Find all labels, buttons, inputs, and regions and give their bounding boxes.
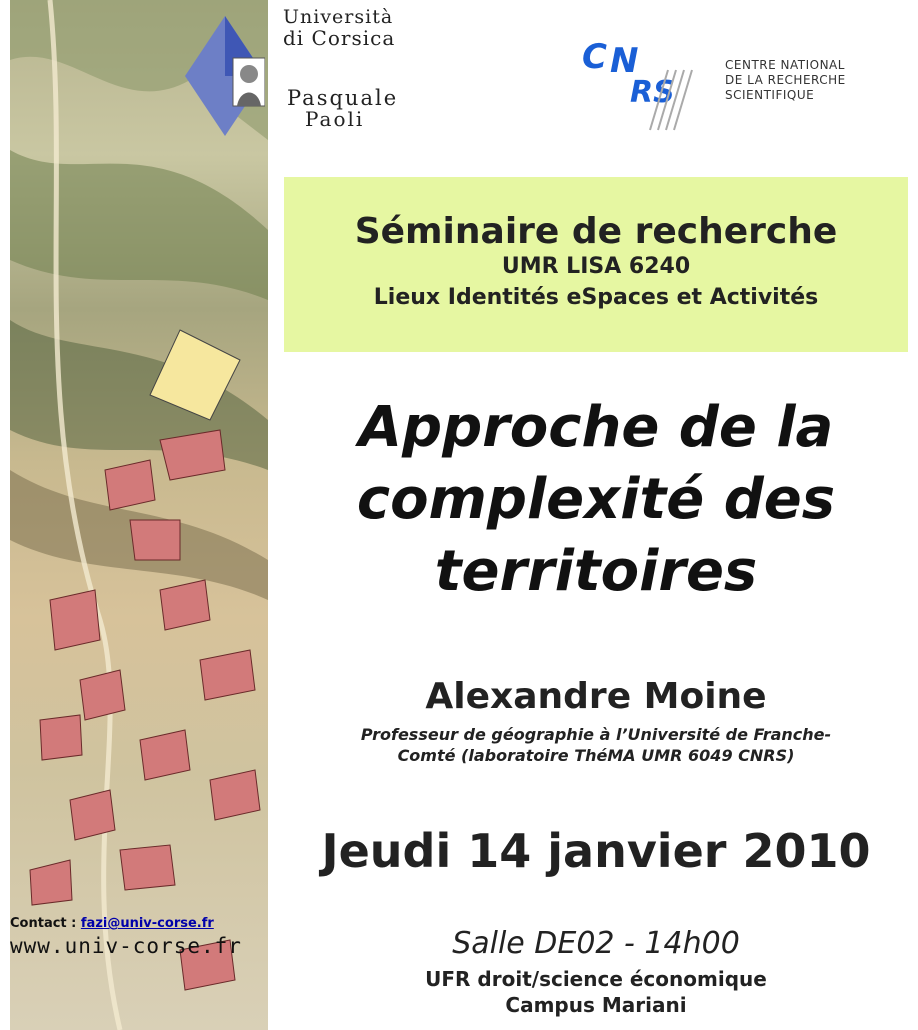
seminar-unit: UMR LISA 6240 [501,254,691,279]
seminar-unit-name: Lieux Identités eSpaces et Activités [373,284,819,310]
talk-title-line1: Approche de la [358,395,834,460]
university-name-line4: Paoli [305,106,365,131]
contact-label: Contact : [10,916,77,931]
university-name-line3: Pasquale [287,85,399,110]
svg-text:N: N [610,41,639,81]
cnrs-text-line2: DE LA RECHERCHE [725,73,846,87]
seminar-banner [284,177,908,352]
map-illustration [10,0,268,1030]
speaker-affiliation [284,725,908,767]
talk-title-line3: territoires [434,539,758,604]
event-place [284,966,908,1018]
cnrs-text-line1: CENTRE NATIONAL [725,58,845,72]
svg-text:RS: RS [630,75,675,110]
university-name-line1: Università [283,6,394,28]
svg-text:C: C [582,37,607,77]
talk-title [284,392,908,608]
cnrs-logo [580,30,880,140]
event-date: Jeudi 14 janvier 2010 [321,824,871,878]
place-line2: Campus Mariani [505,993,687,1017]
affiliation-line1: Professeur de géographie à l’Université de Franche- [360,725,832,744]
university-name-line2: di Corsica [283,25,396,50]
speaker-name: Alexandre Moine [425,676,767,717]
contact-email-link[interactable]: fazi@univ-corse.fr [80,916,214,931]
place-line1: UFR droit/science économique [425,967,767,991]
contact-line [10,916,214,931]
event-room-time: Salle DE02 - 14h00 [452,926,740,961]
affiliation-line2: Comté (laboratoire ThéMA UMR 6049 CNRS) [397,745,795,765]
talk-title-line2: complexité des [356,467,836,532]
website-link[interactable]: www.univ-corse.fr [10,934,242,958]
cnrs-emblem-icon [580,30,720,140]
university-logo [185,8,420,143]
seminar-title: Séminaire de recherche [354,211,838,252]
university-emblem-icon [185,16,265,136]
cnrs-text-line3: SCIENTIFIQUE [725,88,815,102]
